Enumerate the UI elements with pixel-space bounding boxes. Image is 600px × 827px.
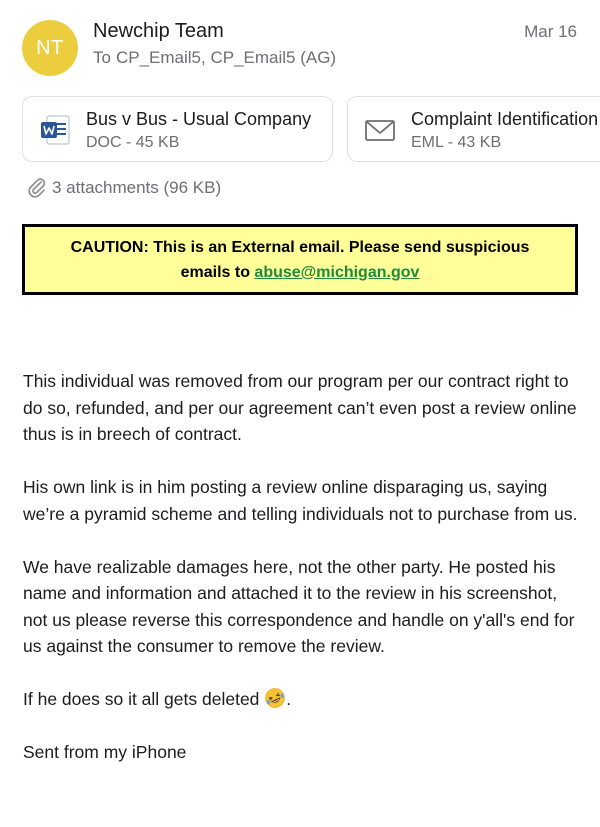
body-paragraph: His own link is in him posting a review online disparaging us, saying we’re a pyramid scheme and telling individuals not to purchase from us. xyxy=(23,477,578,524)
attachment-card-doc[interactable] xyxy=(22,96,333,162)
word-doc-icon xyxy=(39,114,71,146)
mail-envelope-icon xyxy=(364,114,396,146)
caution-line-2 xyxy=(25,260,575,285)
recipients-list[interactable]: CP_Email5, CP_Email5 (AG) xyxy=(115,48,337,67)
paperclip-icon xyxy=(27,177,47,199)
attachments-summary[interactable] xyxy=(27,177,221,201)
body-paragraph: This individual was removed from our program per our contract right to do so, refunded, and per our agreement can’t even post a review online thus is in breech of contract. xyxy=(23,371,577,444)
email-body xyxy=(23,368,583,792)
attachment-card-eml[interactable] xyxy=(347,96,600,162)
caution-line-2-prefix: emails to xyxy=(180,264,250,281)
attachment-name: Bus v Bus - Usual Company xyxy=(86,109,312,129)
email-signature: Sent from my iPhone xyxy=(23,742,187,762)
external-email-caution-banner xyxy=(22,224,578,295)
attachment-meta: EML - 43 KB xyxy=(411,134,502,151)
rolling-on-floor-laughing-emoji xyxy=(264,687,286,709)
body-paragraph-text: If he does so it all gets deleted xyxy=(23,689,260,709)
attachment-name: Complaint Identification xyxy=(411,109,599,129)
body-paragraph: We have realizable damages here, not the other party. He posted his name and information and attached it to the review in his screenshot, not us please reverse this correspondence and handle on y'all's end for us against the consumer to remove the review. xyxy=(23,556,575,656)
email-date: Mar 16 xyxy=(524,22,577,41)
body-paragraph xyxy=(23,686,583,713)
caution-line-1: CAUTION: This is an External email. Please send suspicious xyxy=(70,239,530,256)
attachments-summary-text: 3 attachments (96 KB) xyxy=(52,178,222,197)
sender-avatar[interactable]: NT xyxy=(22,20,78,76)
sender-name[interactable]: Newchip Team xyxy=(93,20,224,42)
recipients-line[interactable] xyxy=(93,48,336,68)
email-header xyxy=(0,0,600,90)
to-label: To xyxy=(93,48,111,67)
body-paragraph-end: . xyxy=(286,689,292,709)
abuse-email-link[interactable]: abuse@michigan.gov xyxy=(254,264,420,281)
attachment-meta: DOC - 45 KB xyxy=(86,134,180,151)
